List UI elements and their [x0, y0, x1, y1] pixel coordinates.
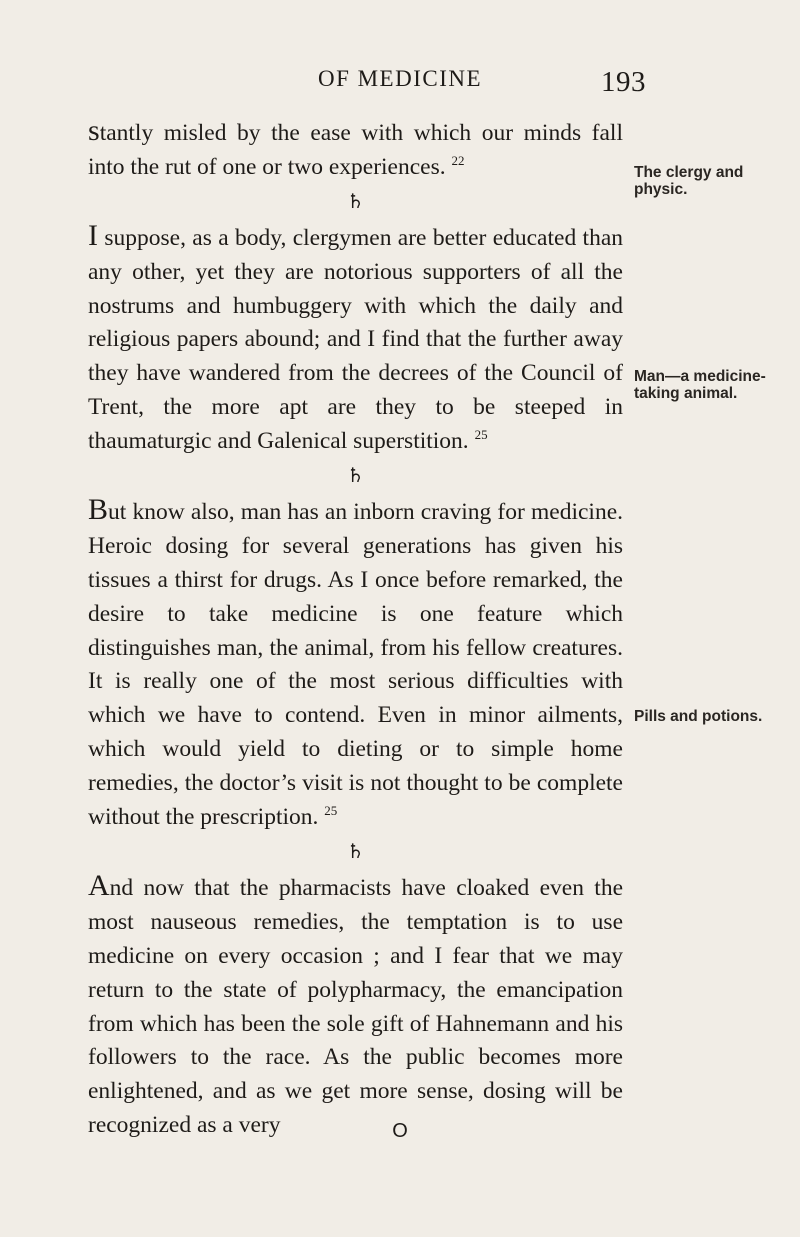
footnote-ref: 22 [451, 153, 465, 169]
page-number: 193 [601, 66, 646, 98]
section-separator [88, 835, 623, 869]
separator-glyph-icon: ♄ [346, 188, 365, 213]
section-separator [88, 459, 623, 493]
paragraph-3-text: But know also, man has an inborn craving for medicine. Heroic dosing for several generations has given his tissues a thirst for drugs. As I once before remarked, the desire to take medicine is one feature which distinguishes man, the animal, from his fellow creatures. It is really one of the most serious difficulties with which we have to contend. Even in minor ailments, which would yield to dieting or to simple home remedies, the doctor’s visit is not thought to be complete without the prescription. [88, 492, 623, 831]
separator-glyph-icon: ♄ [346, 463, 365, 488]
signature-mark: O [392, 1120, 408, 1142]
footnote-ref: 25 [324, 803, 338, 819]
paragraph-2-text: I suppose, as a body, clergymen are better educated than any other, yet they are notorious supporters of all the nostrums and humbuggery with which the daily and religious papers abound; and I find that the further away they have wandered from the decrees of the Council of Trent, the more apt are they to be steeped in thaumaturgic and Galenical superstition. [88, 218, 623, 455]
separator-glyph-icon: ♄ [346, 839, 365, 863]
section-separator [88, 185, 623, 219]
running-header-title: OF MEDICINE [317, 66, 483, 91]
sidenote-medicine-taking: Man—a medicine-taking animal. [634, 368, 766, 402]
paragraph-2 [88, 219, 623, 459]
paragraph-4 [88, 869, 623, 1143]
footnote-ref: 25 [474, 427, 488, 443]
sidenote-pills: Pills and potions. [634, 708, 763, 725]
paragraph-1-text: stantly misled by the ease with which our minds fall into the rut of one or two experiences. [88, 114, 623, 180]
paragraph-3 [88, 493, 623, 835]
paragraph-4-text: And now that the pharmacists have cloaked even the most nauseous remedies, the temptation is to use medicine on every occasion ; and I fear that we may return to the state of polypharmacy, the emancipation from which has been the sole gift of Hahnemann and his followers to the race. As the public becomes more enlightened, and as we get more sense, dosing will be recognized as a very [88, 868, 623, 1139]
body-text [88, 114, 623, 1143]
sidenote-clergy: The clergy and physic. [634, 164, 744, 198]
paragraph-1 [88, 114, 623, 185]
